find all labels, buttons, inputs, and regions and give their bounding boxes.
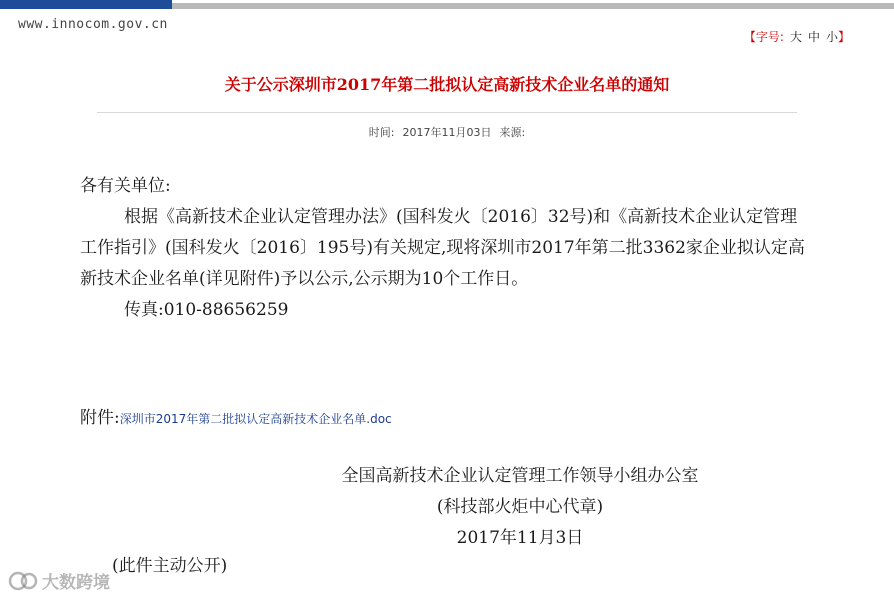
time-label: 时间: (368, 126, 395, 139)
salutation: 各有关单位: (80, 176, 171, 196)
time-value: 2017年11月03日 (402, 126, 492, 139)
font-size-large-button[interactable]: 大 (789, 30, 802, 44)
top-bar-blue-segment (0, 0, 172, 9)
attachment-link[interactable]: 深圳市2017年第二批拟认定高新技术企业名单.doc (119, 412, 392, 426)
attachment-label: 附件: (80, 408, 120, 428)
notice-meta (0, 124, 894, 140)
top-bar-gray-segment (172, 3, 894, 9)
font-size-small-button[interactable]: 小 (825, 30, 838, 44)
font-size-medium-button[interactable]: 中 (807, 30, 820, 44)
font-size-close-bracket: 】 (837, 30, 850, 44)
site-url: www.innocom.gov.cn (18, 17, 168, 32)
fax-line: 传真:010-88656259 (124, 300, 289, 320)
top-color-bar (0, 0, 894, 9)
signature-office: 全国高新技术企业认定管理工作领导小组办公室 (341, 466, 699, 486)
watermark (8, 568, 110, 593)
font-size-control (744, 28, 850, 45)
signature-date: 2017年11月3日 (456, 528, 584, 548)
title-divider (97, 112, 797, 113)
font-size-label: 字号: (755, 30, 784, 44)
attachment-line (80, 403, 392, 428)
watermark-text: 大数跨境 (42, 573, 110, 593)
watermark-logo-icon (8, 569, 38, 593)
public-note: (此件主动公开) (112, 556, 228, 576)
signature-seal-note: (科技部火炬中心代章) (436, 497, 604, 517)
main-paragraph: 根据《高新技术企业认定管理办法》(国科发火〔2016〕32号)和《高新技术企业认定管理工作指引》(国科发火〔2016〕195号)有关规定,现将深圳市2017年第二批3362家企业拟认定高新技术企业名单(详见附件)予以公示,公示期为10个工作日。 (80, 207, 805, 289)
signature-block (290, 461, 750, 554)
font-size-open-bracket: 【 (743, 30, 756, 44)
notice-title: 关于公示深圳市2017年第二批拟认定高新技术企业名单的通知 (224, 75, 670, 94)
source-label: 来源: (499, 126, 526, 139)
notice-body (80, 171, 810, 326)
